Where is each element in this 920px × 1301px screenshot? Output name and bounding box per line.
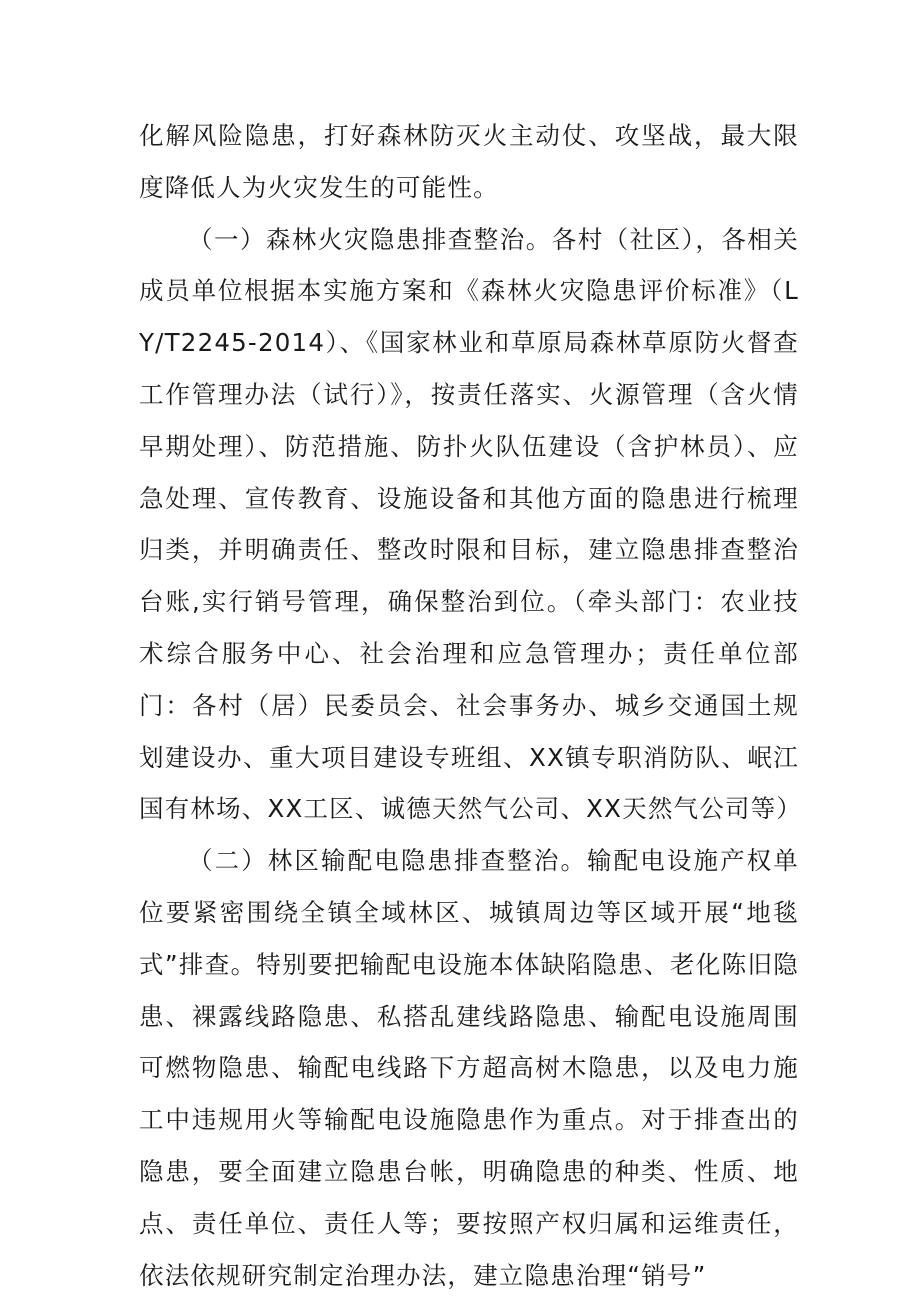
paragraph-section-1: （一）森林火灾隐患排查整治。各村（社区），各相关成员单位根据本实施方案和《森林火灾隐患评价标准》（LY/T2245-2014）、《国家林业和草原局森林草原防火督查工作管理办法（试行）》，按责任落实、火源管理（含火情早期处理）、防范措施、防扑火队伍建设（含护林员）、应急处理、宣传教育、设施设备和其他方面的隐患进行梳理归类，并明确责任、整改时限和目标，建立隐患排查整治台账,实行销号管理，确保整治到位。（牵头部门：农业技术综合服务中心、社会治理和应急管理办；责任单位部门：各村（居）民委员会、社会事务办、城乡交通国土规划建设办、重大项目建设专班组、XX镇专职消防队、岷江国有林场、XX工区、诚德天然气公司、XX天然气公司等） — [139, 224, 803, 824]
paragraph-section-2: （二）林区输配电隐患排查整治。输配电设施产权单位要紧密围绕全镇全域林区、城镇周边等区域开展“地毯式”排查。特别要把输配电设施本体缺陷隐患、老化陈旧隐患、裸露线路隐患、私搭乱建线路隐患、输配电设施周围可燃物隐患、输配电线路下方超高树木隐患，以及电力施工中违规用火等输配电设施隐患作为重点。对于排查出的隐患，要全面建立隐患台帐，明确隐患的种类、性质、地点、责任单位、责任人等；要按照产权归属和运维责任，依法依规研究制定治理办法，建立隐患治理“销号” — [139, 846, 799, 1290]
document-body — [139, 110, 803, 1301]
paragraph-continuation: 化解风险隐患，打好森林防灭火主动仗、攻坚战，最大限度降低人为火灾发生的可能性。 — [139, 121, 799, 202]
